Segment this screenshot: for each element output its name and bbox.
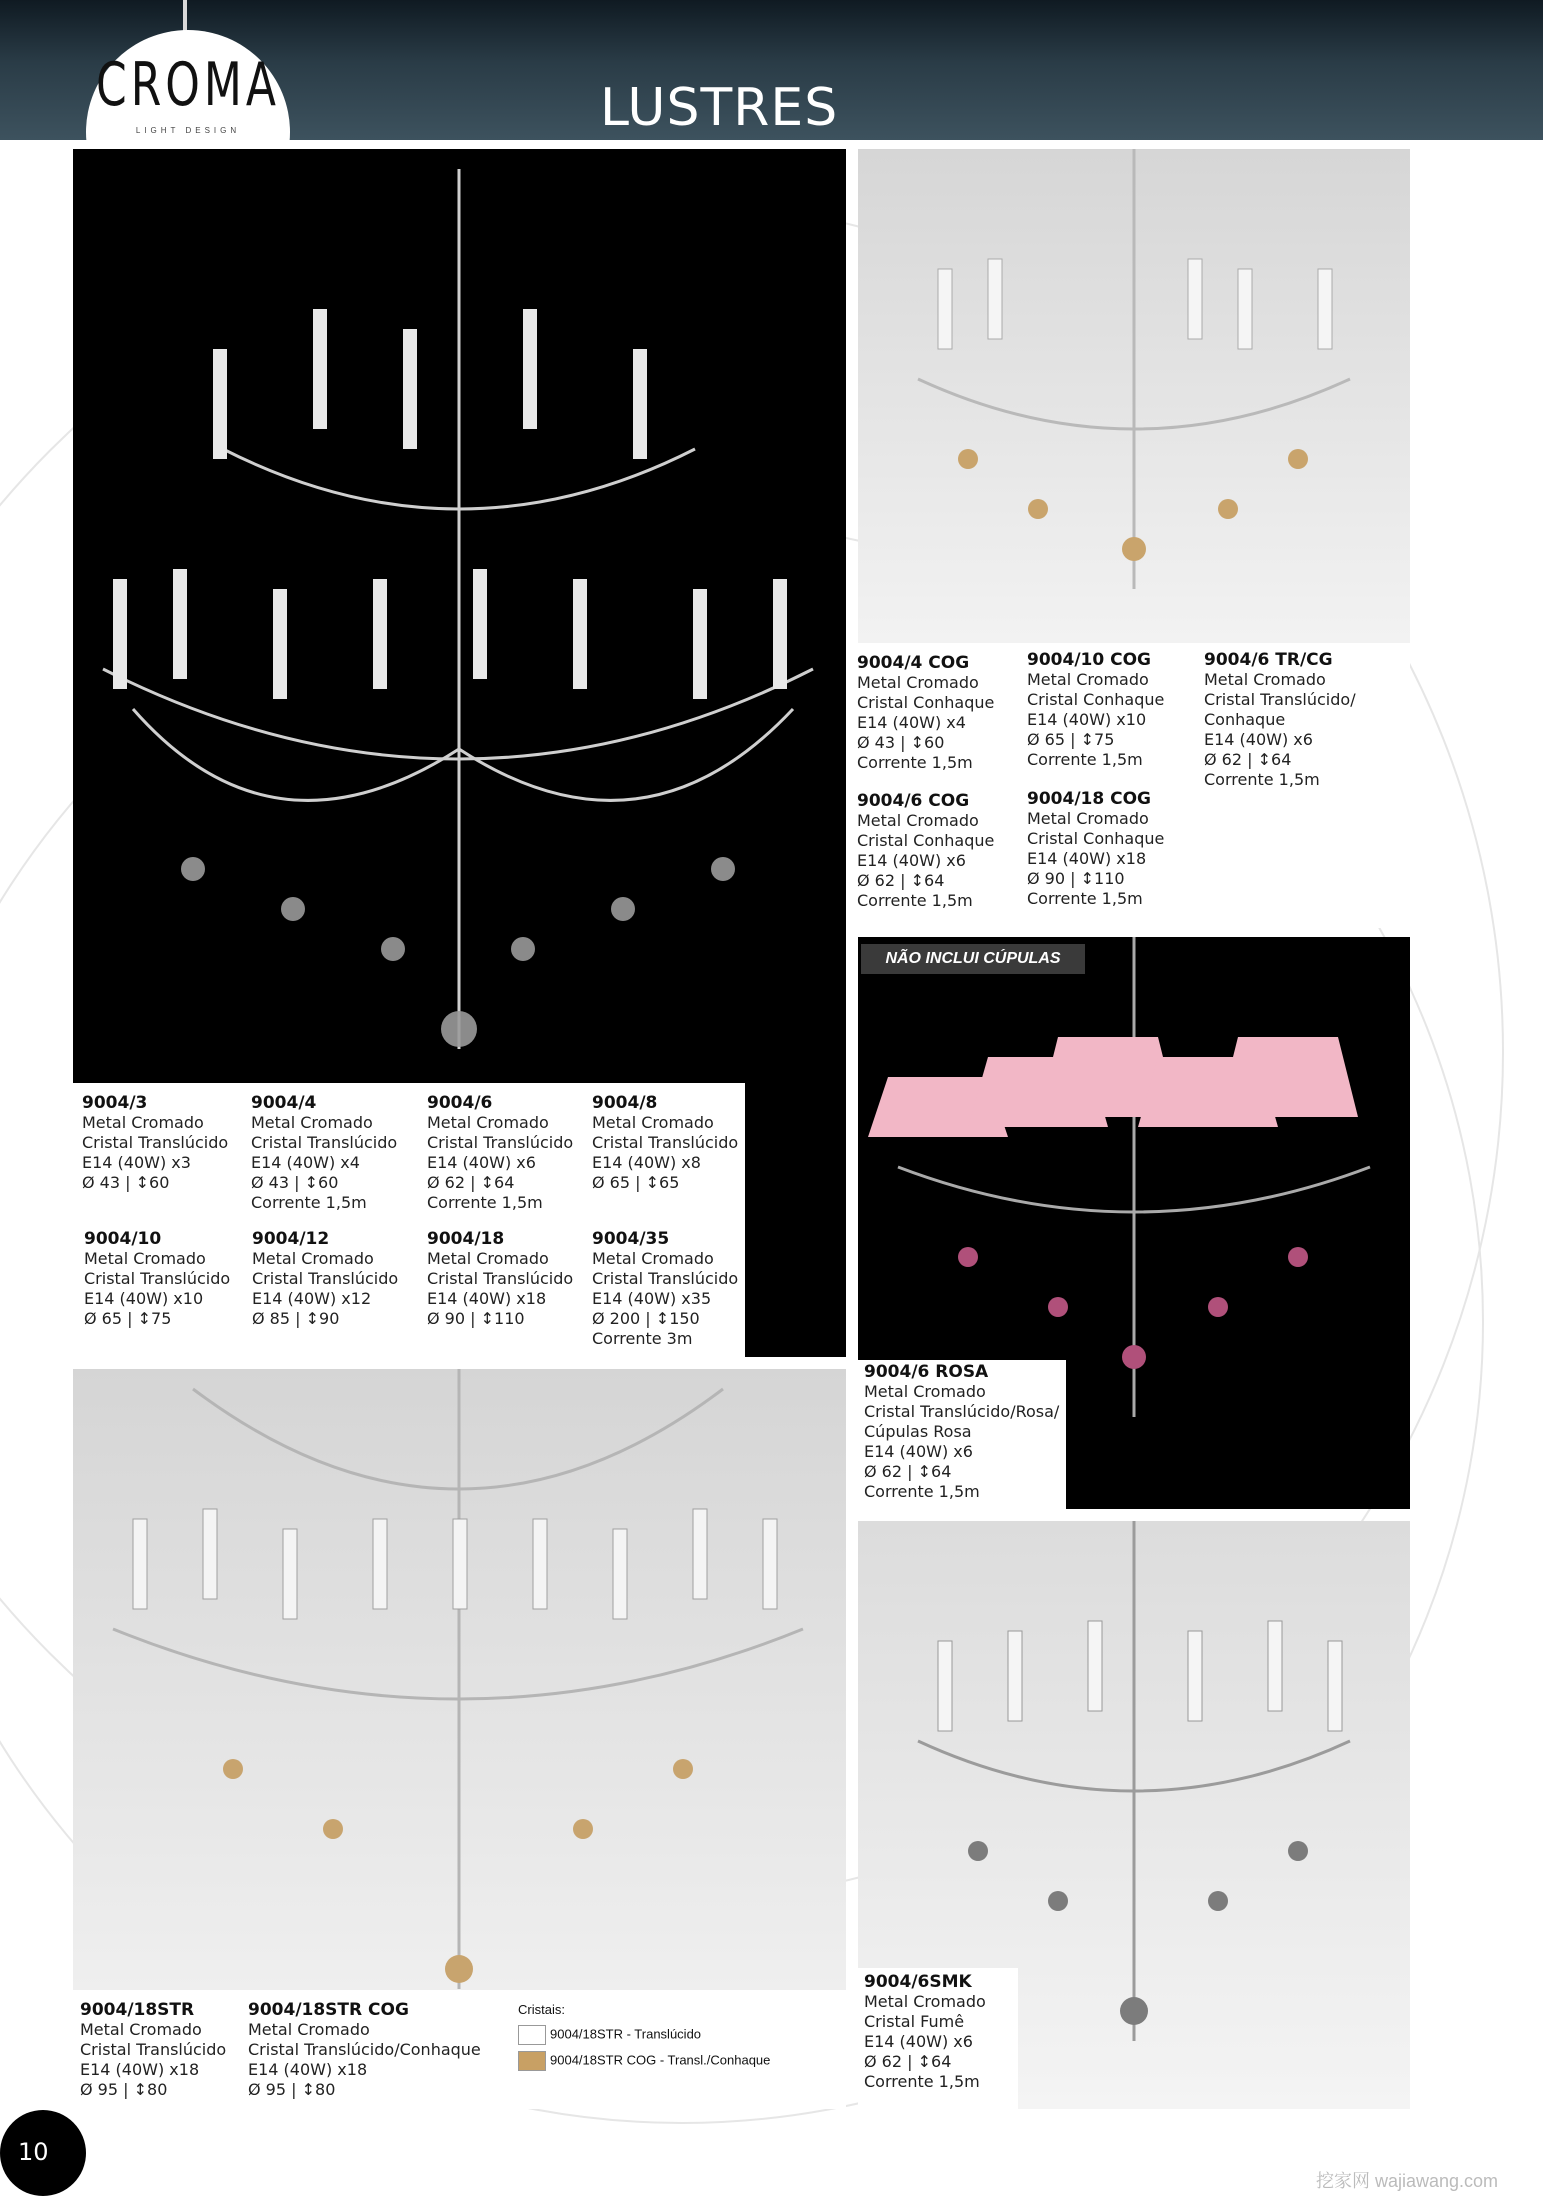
product-spec-line: E14 (40W) x18 [80, 2060, 200, 2079]
swatch-translucido [518, 2025, 546, 2045]
product-code: 9004/6 TR/CG [1204, 650, 1333, 670]
product-spec-line: Cristal Conhaque [857, 831, 995, 850]
product-spec-line: Corrente 1,5m [864, 2072, 980, 2091]
product-spec-line: Cristal Translúcido [592, 1269, 739, 1288]
product-spec-line: Cristal Translúcido [80, 2040, 227, 2059]
product-spec-line: Cristal Translúcido [427, 1133, 574, 1152]
product-spec [1204, 650, 1356, 790]
product-code: 9004/35 [592, 1229, 670, 1249]
product-spec [248, 2000, 481, 2100]
product-code: 9004/8 [592, 1093, 658, 1113]
swatch-conhaque [518, 2051, 546, 2071]
product-spec-line: Corrente 1,5m [251, 1193, 367, 1212]
product-spec [864, 1972, 986, 2092]
product-code: 9004/4 COG [857, 653, 970, 673]
brand-tagline: LIGHT DESIGN [135, 126, 241, 135]
product-spec-line: E14 (40W) x18 [248, 2060, 368, 2079]
product-code: 9004/12 [252, 1229, 330, 1249]
product-spec-line: Cristal Conhaque [1027, 690, 1165, 709]
product-spec-line: Metal Cromado [1027, 809, 1149, 828]
product-code: 9004/18STR COG [248, 2000, 409, 2020]
product-spec-line: Ø 43 | ↕60 [857, 733, 945, 752]
product-spec-line: Cristal Translúcido/ [1204, 690, 1356, 709]
page-title: LUSTRES [600, 78, 839, 138]
cristais-item-label: 9004/18STR COG - Transl./Conhaque [550, 2052, 771, 2068]
product-spec-line: Ø 62 | ↕64 [857, 871, 945, 890]
product-code: 9004/18 [427, 1229, 505, 1249]
cristais-item-label: 9004/18STR - Translúcido [550, 2026, 702, 2042]
product-spec-line: Ø 43 | ↕60 [251, 1173, 339, 1192]
watermark: 挖家网 wajiawang.com [1316, 2171, 1499, 2191]
product-spec-line: Corrente 1,5m [857, 891, 973, 910]
product-spec [1027, 789, 1164, 909]
product-spec-line: Cristal Translúcido [84, 1269, 231, 1288]
product-spec-line: Corrente 1,5m [864, 1482, 980, 1501]
product-spec [857, 791, 994, 911]
product-spec [82, 1093, 228, 1193]
product-spec [84, 1229, 230, 1329]
product-spec-line: Corrente 1,5m [1204, 770, 1320, 789]
product-spec-line: E14 (40W) x12 [252, 1289, 372, 1308]
product-spec-line: Cristal Conhaque [857, 693, 995, 712]
product-spec-line: Ø 65 | ↕65 [592, 1173, 680, 1192]
product-spec-line: Corrente 1,5m [1027, 750, 1143, 769]
product-spec-line: Corrente 3m [592, 1329, 693, 1348]
product-spec-line: Metal Cromado [252, 1249, 374, 1268]
product-spec-line: E14 (40W) x18 [1027, 849, 1147, 868]
product-spec [427, 1229, 573, 1329]
product-spec [592, 1229, 738, 1349]
product-spec-line: Metal Cromado [864, 1382, 986, 1401]
product-spec-line: Metal Cromado [84, 1249, 206, 1268]
product-spec-line: Metal Cromado [427, 1113, 549, 1132]
product-code: 9004/3 [82, 1093, 148, 1113]
product-spec-line: Cristal Translúcido/Conhaque [248, 2040, 481, 2059]
product-spec-line: Metal Cromado [857, 673, 979, 692]
product-code: 9004/6 COG [857, 791, 970, 811]
product-spec-line: Metal Cromado [592, 1113, 714, 1132]
product-spec [864, 1362, 1059, 1502]
product-spec-line: Metal Cromado [1204, 670, 1326, 689]
product-spec-line: Ø 65 | ↕75 [1027, 730, 1115, 749]
product-spec-line: E14 (40W) x6 [864, 1442, 973, 1461]
cristais-item [518, 2025, 770, 2045]
product-spec-line: Conhaque [1204, 710, 1286, 729]
product-spec-line: Corrente 1,5m [427, 1193, 543, 1212]
product-spec-line: Ø 200 | ↕150 [592, 1309, 700, 1328]
product-spec-line: Metal Cromado [80, 2020, 202, 2039]
product-code: 9004/6 ROSA [864, 1362, 989, 1382]
product-code: 9004/10 [84, 1229, 162, 1249]
product-spec-line: E14 (40W) x6 [864, 2032, 973, 2051]
product-spec-line: E14 (40W) x10 [1027, 710, 1147, 729]
product-spec-line: Cristal Translúcido [592, 1133, 739, 1152]
product-code: 9004/18STR [80, 2000, 195, 2020]
product-spec-line: Metal Cromado [864, 1992, 986, 2011]
product-spec-line: Metal Cromado [82, 1113, 204, 1132]
product-spec-line: Ø 85 | ↕90 [252, 1309, 340, 1328]
product-spec-line: Metal Cromado [427, 1249, 549, 1268]
product-code: 9004/10 COG [1027, 650, 1151, 670]
product-spec-line: E14 (40W) x35 [592, 1289, 712, 1308]
product-spec [252, 1229, 398, 1329]
product-spec-line: Cúpulas Rosa [864, 1422, 972, 1441]
product-spec-line: Ø 95 | ↕80 [80, 2080, 168, 2099]
product-spec-line: Ø 65 | ↕75 [84, 1309, 172, 1328]
product-spec-line: Cristal Translúcido [82, 1133, 229, 1152]
product-spec-line: E14 (40W) x10 [84, 1289, 204, 1308]
cristais-item [518, 2051, 770, 2071]
product-spec [80, 2000, 226, 2100]
product-spec-line: Ø 62 | ↕64 [864, 1462, 952, 1481]
photo-chandelier-cog [858, 149, 1410, 643]
product-code: 9004/6 [427, 1093, 493, 1113]
product-spec-line: Cristal Translúcido/Rosa/ [864, 1402, 1060, 1421]
cristais-title: Cristais: [518, 2002, 565, 2017]
product-spec-line: Cristal Translúcido [251, 1133, 398, 1152]
product-code: 9004/18 COG [1027, 789, 1151, 809]
product-spec-line: Ø 62 | ↕64 [427, 1173, 515, 1192]
product-spec-line: Ø 90 | ↕110 [1027, 869, 1125, 888]
product-spec-line: Metal Cromado [857, 811, 979, 830]
product-spec-line: E14 (40W) x6 [857, 851, 966, 870]
product-spec-line: E14 (40W) x6 [1204, 730, 1313, 749]
pendant-cord [183, 0, 187, 32]
product-spec-line: E14 (40W) x4 [251, 1153, 360, 1172]
product-spec-line: Corrente 1,5m [1027, 889, 1143, 908]
cristais-legend [518, 2002, 770, 2071]
product-spec-line: Cristal Translúcido [427, 1269, 574, 1288]
product-spec-line: Metal Cromado [592, 1249, 714, 1268]
product-spec-line: Metal Cromado [248, 2020, 370, 2039]
product-spec-line: Ø 90 | ↕110 [427, 1309, 525, 1328]
brand-logo: CROMA [96, 51, 280, 120]
product-code: 9004/4 [251, 1093, 317, 1113]
product-spec-line: Ø 95 | ↕80 [248, 2080, 336, 2099]
product-spec-line: E14 (40W) x18 [427, 1289, 547, 1308]
product-spec-line: Metal Cromado [1027, 670, 1149, 689]
product-spec-line: Ø 62 | ↕64 [1204, 750, 1292, 769]
product-spec-line: Ø 62 | ↕64 [864, 2052, 952, 2071]
page-number: 10 [18, 2138, 49, 2166]
product-spec-line: Corrente 1,5m [857, 753, 973, 772]
product-spec [251, 1093, 397, 1213]
product-spec [857, 653, 994, 773]
product-spec-line: E14 (40W) x6 [427, 1153, 536, 1172]
product-spec-line: E14 (40W) x8 [592, 1153, 701, 1172]
product-spec-line: E14 (40W) x4 [857, 713, 966, 732]
product-spec-line: E14 (40W) x3 [82, 1153, 191, 1172]
product-spec [592, 1093, 738, 1193]
product-spec-line: Metal Cromado [251, 1113, 373, 1132]
product-spec-line: Ø 43 | ↕60 [82, 1173, 170, 1192]
product-spec-line: Cristal Fumê [864, 2012, 965, 2031]
product-code: 9004/6SMK [864, 1972, 972, 1992]
product-spec [427, 1093, 573, 1213]
product-spec-line: Cristal Translúcido [252, 1269, 399, 1288]
product-spec-line: Cristal Conhaque [1027, 829, 1165, 848]
badge-no-shades: NÃO INCLUI CÚPULAS [861, 944, 1085, 974]
product-spec [1027, 650, 1164, 770]
